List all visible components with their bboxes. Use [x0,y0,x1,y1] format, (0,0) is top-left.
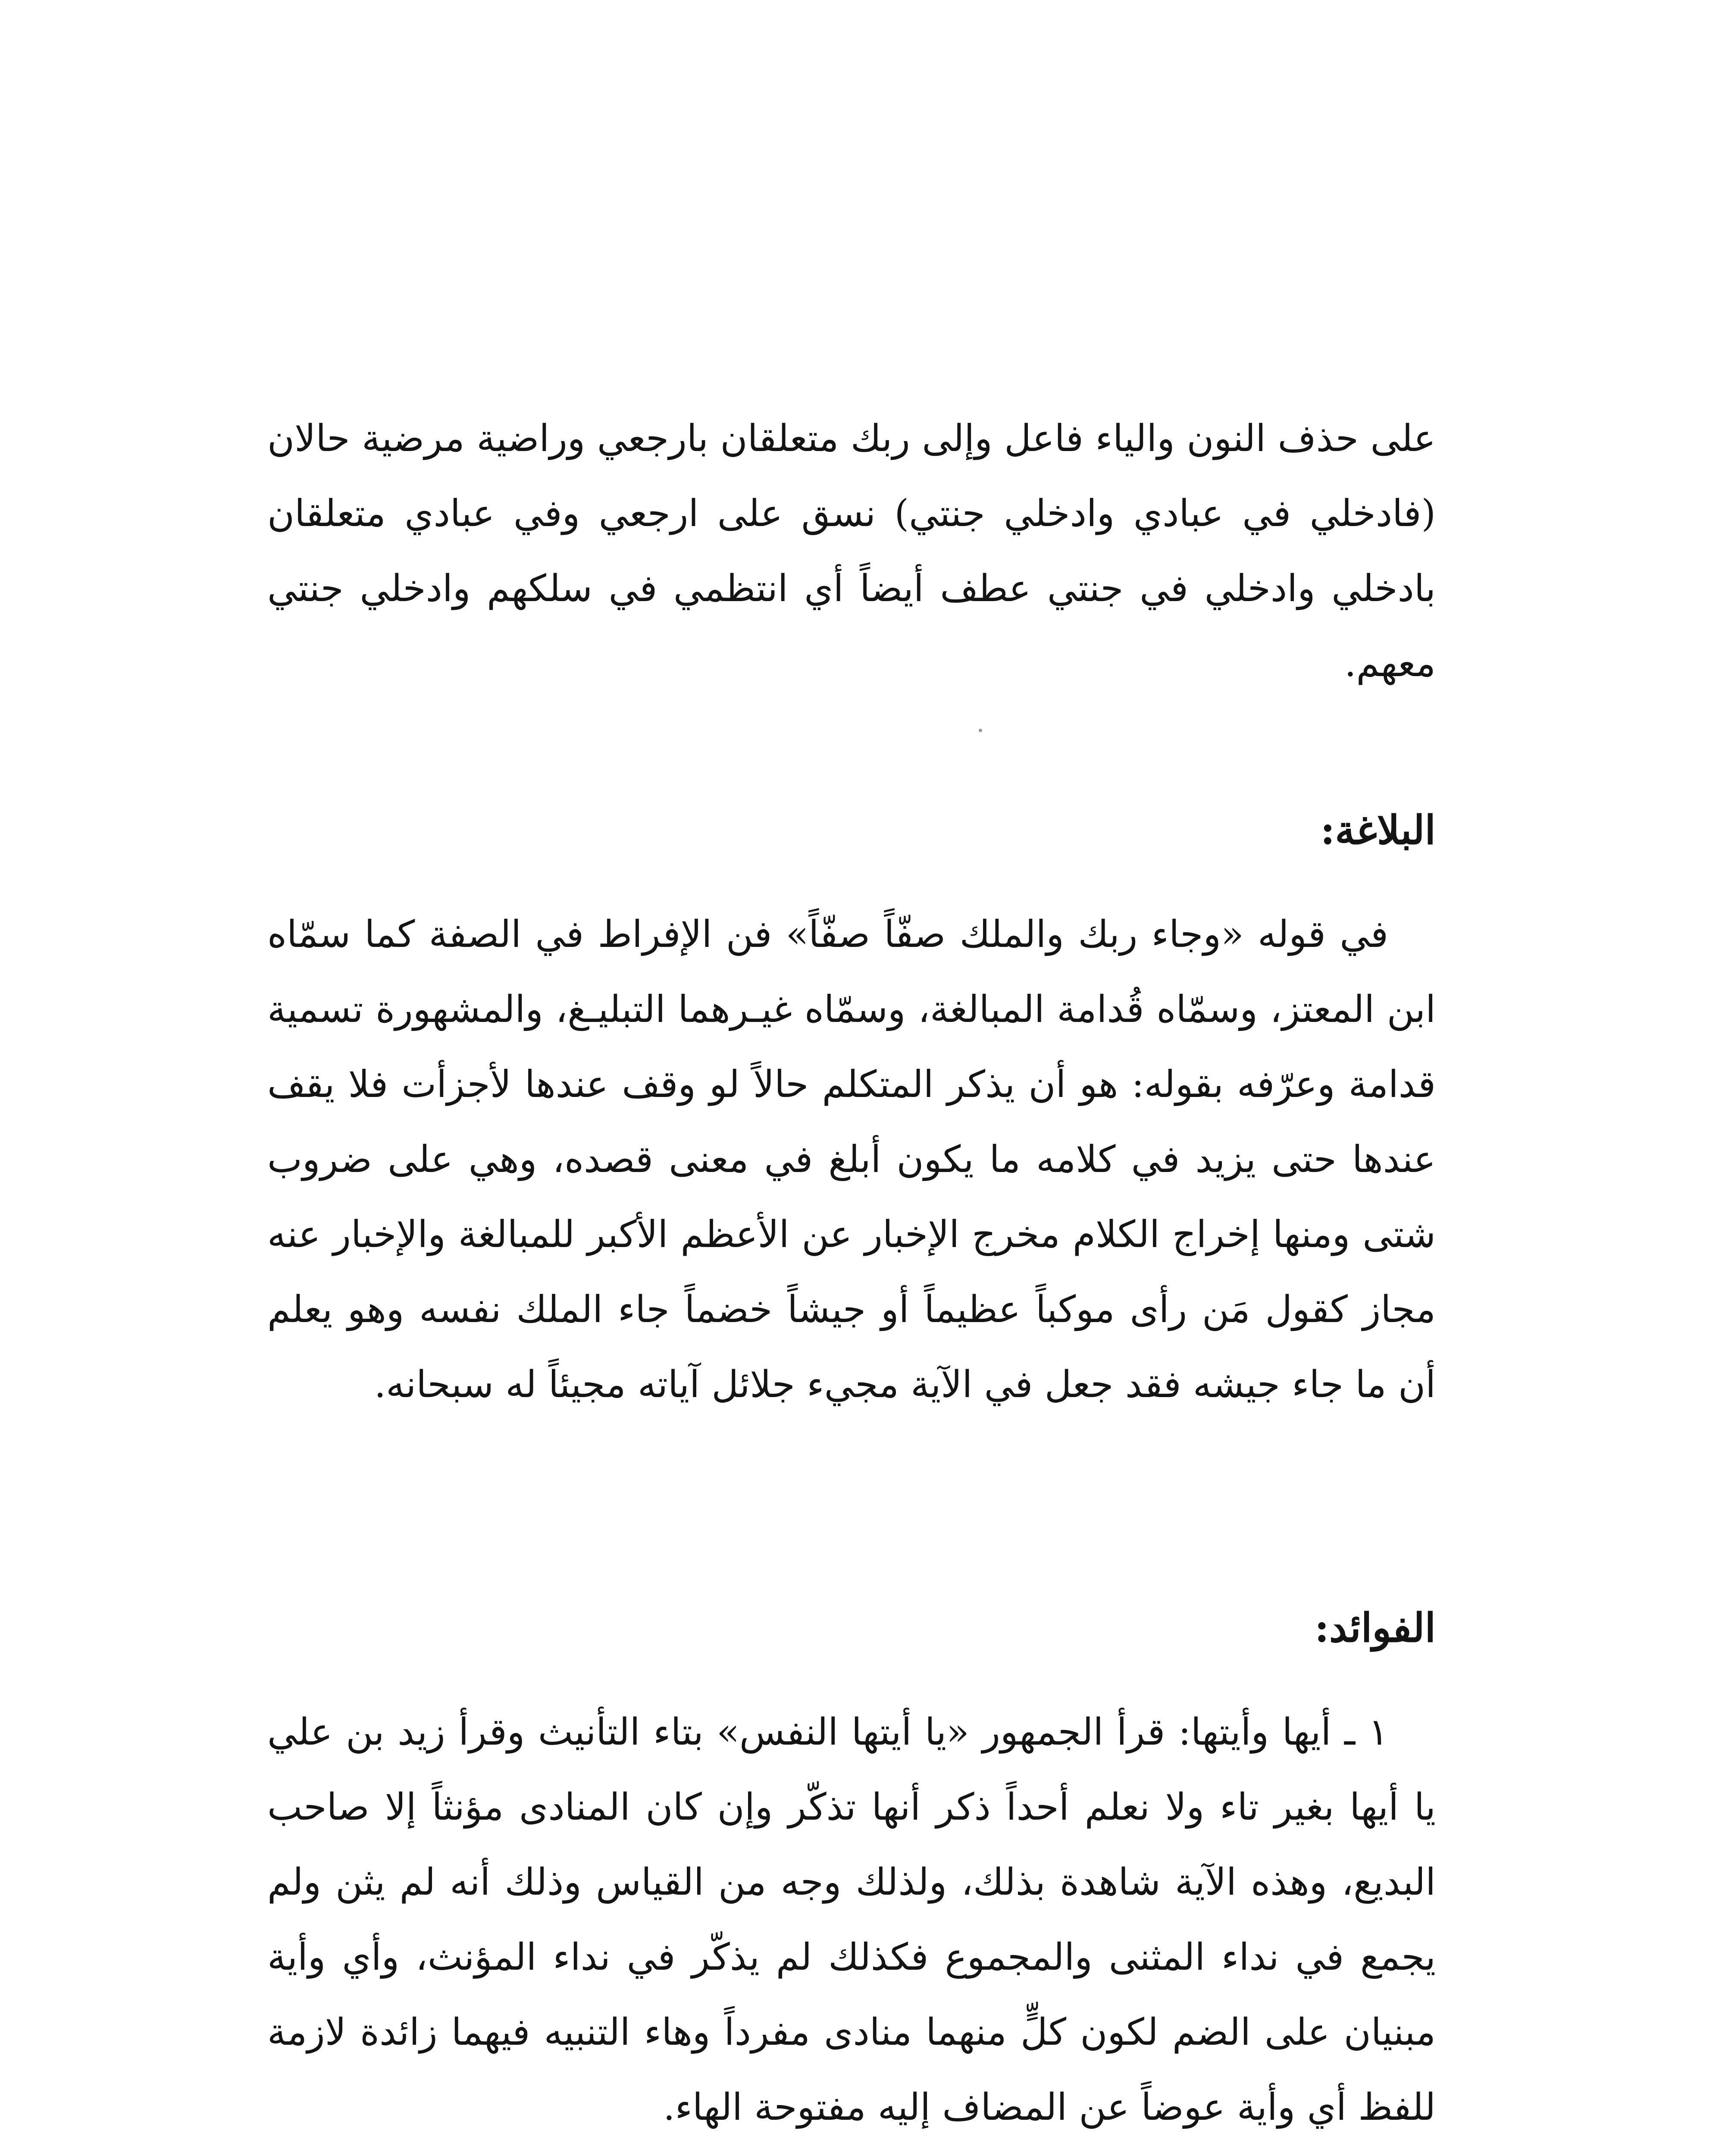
section-heading-balagha: البلاغة: [1320,807,1436,853]
paragraph-balagha: في قوله «وجاء ربك والملك صفّاً صفّاً» فن الإفراط في الصفة كما سمّاه ابن المعتز، وسمّاه قُدامة المبالغة، وسمّاه غيـرهما التبليـغ، والمشهورة تسمية قدامة وعرّفه بقوله: هو أن يذكر المتكلم حالاً لو وقف عندها لأجزأت فلا يقف عندها حتى يزيد في كلامه ما يكون أبلغ في معنى قصده، وهي على ضروب شتى ومنها إخراج الكلام مخرج الإخبار عن الأعظم الأكبر للمبالغة والإخبار عنه مجاز كقول مَن رأى موكباً عظيماً أو جيشاً خضماً جاء الملك نفسه وهو يعلم أن ما جاء جيشه فقد جعل في الآية مجيء جلائل آياته مجيئاً له سبحانه. [267,913,1436,1406]
text-block-balagha [267,897,1436,1422]
paragraph-grammar-continuation: على حذف النون والياء فاعل وإلى ربك متعلقان بارجعي وراضية مرضية حالان (فادخلي في عبادي وادخلي جنتي) نسق على ارجعي وفي عبادي متعلقان بادخلي وادخلي في جنتي عطف أيضاً أي انتظمي في سلكهم وادخلي جنتي معهم. [267,417,1436,685]
text-block-fawaid [267,1695,1436,2145]
scan-speck [979,729,982,732]
text-block-intro [267,401,1436,701]
paragraph-fawaid: ١ ـ أيها وأيتها: قرأ الجمهور «يا أيتها النفس» بتاء التأنيث وقرأ زيد بن علي يا أيها بغير تاء ولا نعلم أحداً ذكر أنها تذكّر وإن كان المنادى مؤنثاً إلا صاحب البديع، وهذه الآية شاهدة بذلك، ولذلك وجه من القياس وذلك أنه لم يثن ولم يجمع في نداء المثنى والمجموع فكذلك لم يذكّر في نداء المؤنث، وأي وأية مبنيان على الضم لكون كلٍّ منهما منادى مفرداً وهاء التنبيه فيهما زائدة لازمة للفظ أي وأية عوضاً عن المضاف إليه مفتوحة الهاء. [267,1711,1436,2129]
section-heading-fawaid: الفوائد: [1314,1604,1436,1651]
